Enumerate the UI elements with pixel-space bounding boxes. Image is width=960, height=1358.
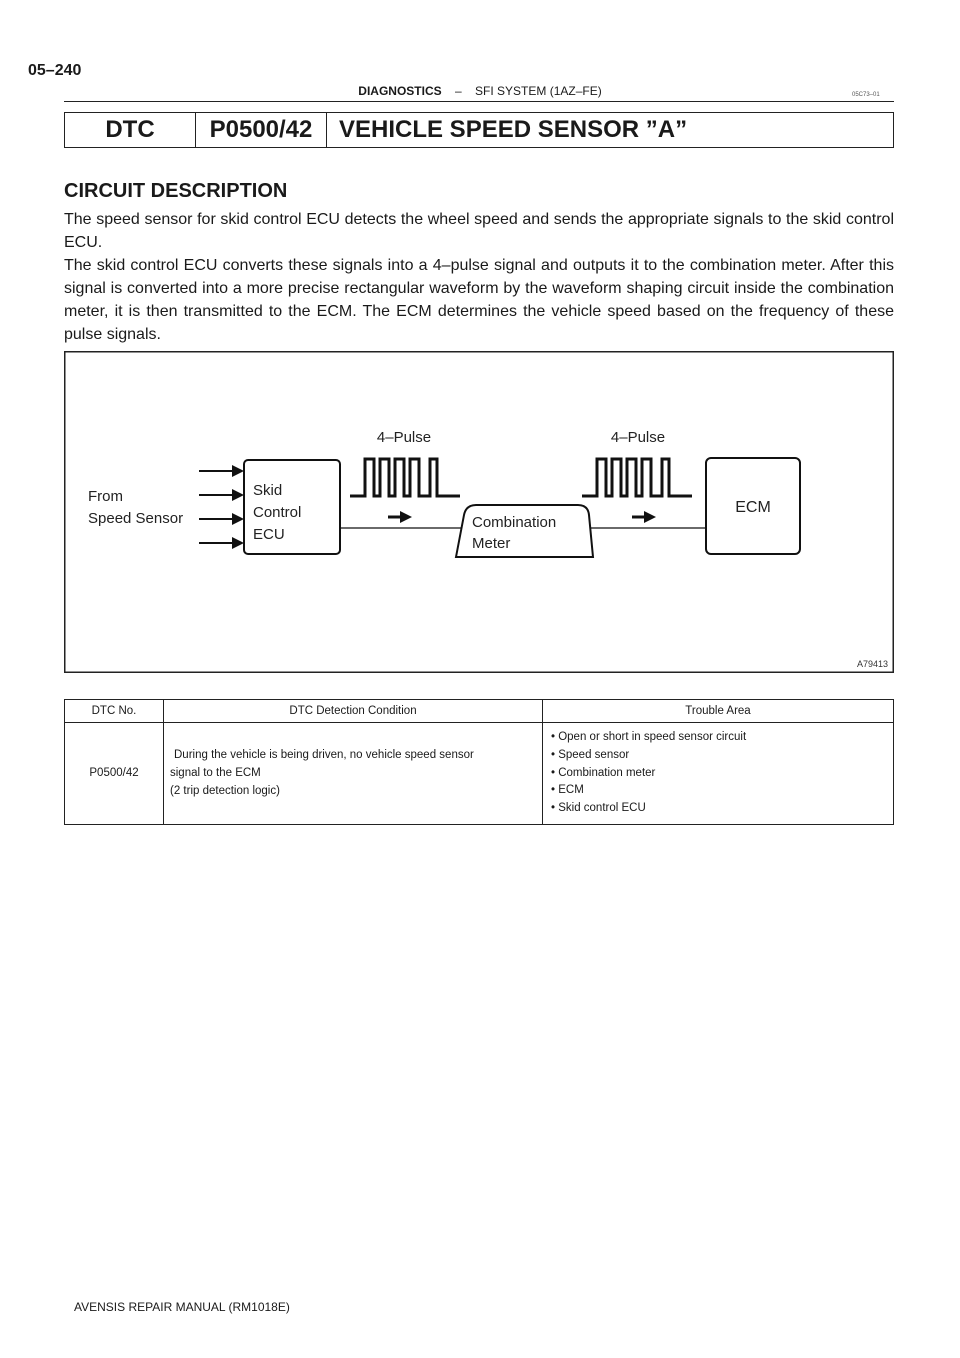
condition-line-1: During the vehicle is being driven, no vehicle speed sensor [174,749,474,762]
ecm-label: ECM [735,499,771,516]
dtc-title: VEHICLE SPEED SENSOR ”A” [339,116,688,143]
footer-manual-title: AVENSIS REPAIR MANUAL (RM1018E) [74,1300,290,1314]
trouble-area-item: • ECM [551,784,584,797]
from-label-1: From [88,488,123,505]
input-arrows [199,465,244,549]
trouble-area-item: • Skid control ECU [551,802,646,815]
pulse-waveform-1 [350,459,460,496]
pulse-label-2: 4–Pulse [610,429,666,446]
meter-label-1: Combination [472,514,557,531]
header-dash: – [454,84,462,98]
document-code: 05C73–01 [852,92,880,98]
pulse-label-1: 4–Pulse [376,429,432,446]
condition-line-2: signal to the ECM [170,767,261,780]
page-number: 05–240 [28,62,82,79]
table-header-row [65,700,894,723]
header-dtc-no: DTC No. [65,700,164,723]
header-detection-condition: DTC Detection Condition [164,700,543,723]
meter-label-2: Meter [472,535,511,552]
header-rule [64,101,894,102]
dtc-code: P0500/42 [196,113,327,147]
from-label-2: Speed Sensor [88,510,184,527]
pulse-waveform-2 [582,459,692,496]
dtc-label: DTC [65,113,196,147]
trouble-area-item: • Open or short in speed sensor circuit [551,731,747,743]
cell-dtc-no: P0500/42 [65,723,164,825]
condition-line-3: (2 trip detection logic) [170,785,280,798]
dtc-title-box [64,112,894,148]
running-header [0,84,960,98]
trouble-area-item: • Combination meter [551,766,656,779]
table-row [65,723,894,825]
header-trouble-area: Trouble Area [543,700,894,723]
cell-trouble-area [543,723,894,825]
cell-detection-condition [164,723,543,825]
description-paragraph-1: The speed sensor for skid control ECU detects the wheel speed and sends the appropriate signals to the skid control ECU. [64,211,894,251]
circuit-description-heading: CIRCUIT DESCRIPTION [64,180,288,202]
skid-label-3: ECU [253,526,285,543]
dtc-table [64,699,894,825]
skid-label-1: Skid [253,482,283,499]
skid-label-2: Control [253,504,302,521]
trouble-area-item: • Speed sensor [551,748,630,761]
circuit-diagram [64,351,894,673]
section-name: DIAGNOSTICS [358,84,442,98]
description-paragraph-2: The skid control ECU converts these signals into a 4–pulse signal and outputs it to the combination meter. After this signal is converted into a more precise rectangular waveform by the waveform shaping circuit inside the combination meter, it is then transmitted to the ECM. The ECM determines the vehicle speed based on the frequency of these pulse signals. [64,257,894,343]
subsection-name: SFI SYSTEM (1AZ–FE) [475,84,602,98]
figure-id: A79413 [856,659,888,669]
